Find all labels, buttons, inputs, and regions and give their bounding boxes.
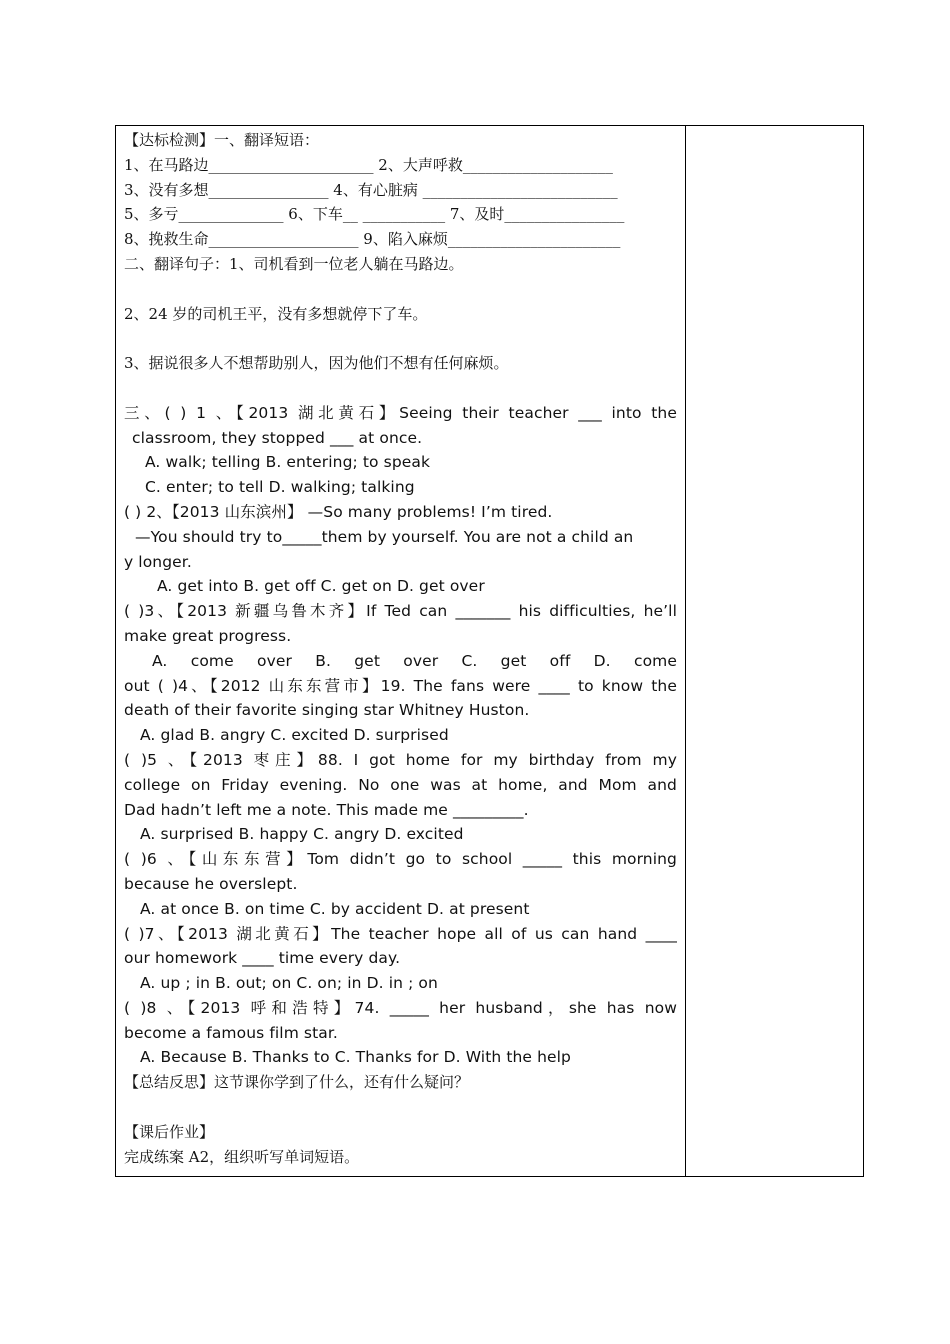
question-7-options: A. up ; in B. out; on C. on; in D. in ; on: [140, 974, 438, 993]
worksheet-table: [115, 125, 864, 1177]
question-2-stem: ( ) 2、【2013 山东滨州】 —So many problems! I’m tired.: [124, 502, 553, 521]
sentence-3: 3、据说很多人不想帮助别人，因为他们不想有任何麻烦。: [124, 354, 509, 373]
question-5-stem-cont: college on Friday evening. No one was at home, and Mom and: [124, 775, 677, 794]
question-2-options: A. get into B. get off C. get on D. get over: [157, 577, 485, 596]
question-5-options: A. surprised B. happy C. angry D. excited: [140, 825, 464, 844]
question-7-stem: ( )7、【2013 湖北黄石】The teacher hope all of us can hand ____: [124, 924, 677, 943]
question-7-stem-cont: our homework ____ time every day.: [124, 949, 401, 968]
reflection-prompt: 【总结反思】这节课你学到了什么，还有什么疑问？: [124, 1073, 470, 1092]
question-1-stem: 三、( ) 1 、【2013 湖北黄石】Seeing their teacher ___ into the: [124, 403, 677, 422]
homework-header: 【课后作业】: [124, 1122, 215, 1141]
question-3-stem: ( )3、【2013 新疆乌鲁木齐】If Ted can _______ his difficulties, he’ll: [124, 602, 677, 621]
question-8-options: A. Because B. Thanks to C. Thanks for D. With the help: [140, 1048, 571, 1067]
phrase-line: 8、挽救生命____________________ 9、陷入麻烦_______________________: [124, 230, 621, 249]
phrase-line: 3、没有多想________________ 4、有心脏病 __________________________: [124, 180, 618, 199]
question-8-stem-cont: become a famous film star.: [124, 1023, 338, 1042]
question-4-stem: out ( )4、【2012 山东东营市】19. The fans were ____ to know the: [124, 676, 677, 695]
question-1-stem-cont: classroom, they stopped ___ at once.: [132, 428, 423, 447]
worksheet-content: [124, 128, 677, 1169]
question-1-options: C. enter; to tell D. walking; talking: [145, 478, 415, 497]
question-6-options: A. at once B. on time C. by accident D. at present: [140, 899, 530, 918]
question-4-stem-cont: death of their favorite singing star Whitney Huston.: [124, 701, 530, 720]
question-4-options: A. glad B. angry C. excited D. surprised: [140, 726, 449, 745]
phrase-line: 5、多亏______________ 6、下车__ ___________ 7、及时________________: [124, 205, 625, 224]
question-1-options: A. walk; telling B. entering; to speak: [145, 453, 431, 472]
question-3-stem-cont: make great progress.: [124, 626, 292, 645]
column-divider: [685, 126, 686, 1176]
question-3-options: A. come over B. get over C. get off D. come: [152, 651, 677, 670]
question-5-stem: ( )5 、【2013 枣庄】88. I got home for my birthday from my: [124, 750, 677, 769]
question-6-stem: ( )6 、【山东东营】Tom didn’t go to school _____ this morning: [124, 850, 677, 869]
check-header: 【达标检测】一、翻译短语：: [124, 131, 320, 149]
homework-text: 完成练案 A2，组织听写单词短语。: [124, 1147, 360, 1166]
sentences-header: 二、翻译句子：1、司机看到一位老人躺在马路边。: [124, 254, 464, 273]
sentence-2: 2、24 岁的司机王平，没有多想就停下了车。: [124, 304, 428, 323]
question-6-stem-cont: because he overslept.: [124, 874, 298, 893]
question-5-stem-cont: Dad hadn’t left me a note. This made me _________.: [124, 800, 529, 819]
question-2-stem-cont: y longer.: [124, 552, 192, 571]
question-8-stem: ( )8 、【2013 呼和浩特】74. _____ her husband，she has now: [124, 998, 677, 1017]
question-2-stem-cont: —You should try to_____them by yourself. You are not a child an: [135, 527, 634, 546]
phrase-line: 1、在马路边______________________ 2、大声呼救____________________: [124, 155, 613, 174]
